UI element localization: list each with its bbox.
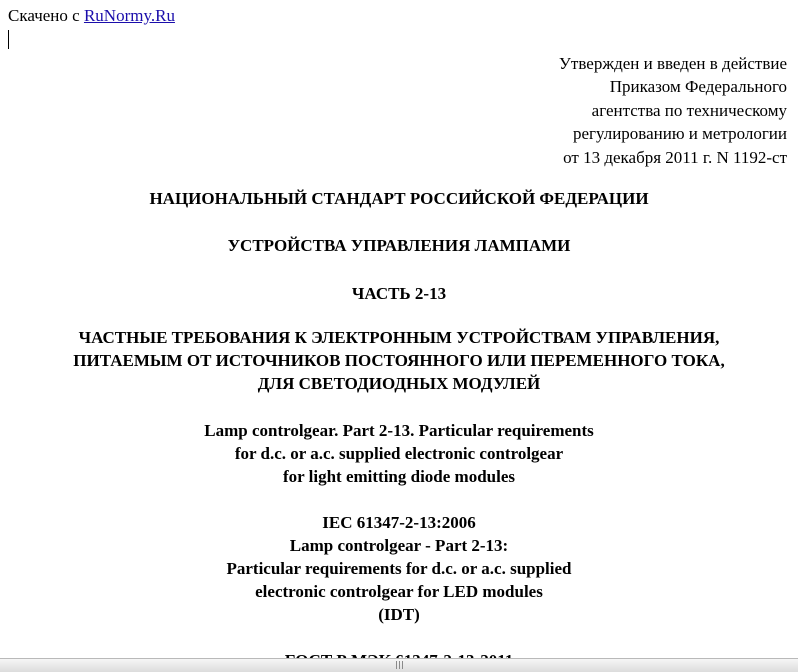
iec-line: electronic controlgear for LED modules [255, 582, 543, 601]
horizontal-scrollbar[interactable] [0, 658, 798, 672]
approval-line: от 13 декабря 2011 г. N 1192-ст [563, 147, 787, 167]
source-link[interactable]: RuNormy.Ru [83, 6, 175, 25]
standard-heading [0, 187, 798, 210]
scroll-grip-icon[interactable] [396, 661, 405, 669]
source-line [8, 6, 175, 26]
iec-line: Lamp controlgear - Part 2-13: [289, 536, 509, 555]
iec-line: Particular requirements for d.c. or a.c. supplied [226, 559, 572, 578]
english-title [0, 419, 798, 488]
requirements-line: ПИТАЕМЫМ ОТ ИСТОЧНИКОВ ПОСТОЯННОГО ИЛИ ПЕРЕМЕННОГО ТОКА, [73, 351, 725, 370]
standard-subject-text: УСТРОЙСТВА УПРАВЛЕНИЯ ЛАМПАМИ [227, 236, 571, 255]
text-cursor [8, 30, 9, 49]
approval-block [559, 52, 787, 169]
iec-block [0, 511, 798, 626]
standard-subject [0, 234, 798, 257]
approval-line: Утвержден и введен в действие [558, 54, 787, 73]
requirements-title [0, 326, 798, 395]
iec-line: (IDT) [378, 605, 420, 624]
approval-line: агентства по техническому [591, 100, 787, 120]
english-title-line: for d.c. or a.c. supplied electronic controlgear [234, 444, 564, 463]
requirements-line: ДЛЯ СВЕТОДИОДНЫХ МОДУЛЕЙ [257, 374, 541, 393]
source-prefix: Скачено с [8, 6, 80, 25]
iec-line: IEC 61347-2-13:2006 [322, 513, 476, 532]
standard-part-text: ЧАСТЬ 2-13 [351, 284, 447, 303]
english-title-line: Lamp controlgear. Part 2-13. Particular requirements [204, 421, 594, 440]
approval-line: регулированию и метрологии [572, 124, 787, 144]
approval-line: Приказом Федерального [609, 77, 787, 97]
requirements-line: ЧАСТНЫЕ ТРЕБОВАНИЯ К ЭЛЕКТРОННЫМ УСТРОЙСТВАМ УПРАВЛЕНИЯ, [78, 328, 720, 347]
standard-part [0, 282, 798, 305]
standard-heading-text: НАЦИОНАЛЬНЫЙ СТАНДАРТ РОССИЙСКОЙ ФЕДЕРАЦИИ [149, 189, 649, 208]
english-title-line: for light emitting diode modules [282, 467, 516, 486]
